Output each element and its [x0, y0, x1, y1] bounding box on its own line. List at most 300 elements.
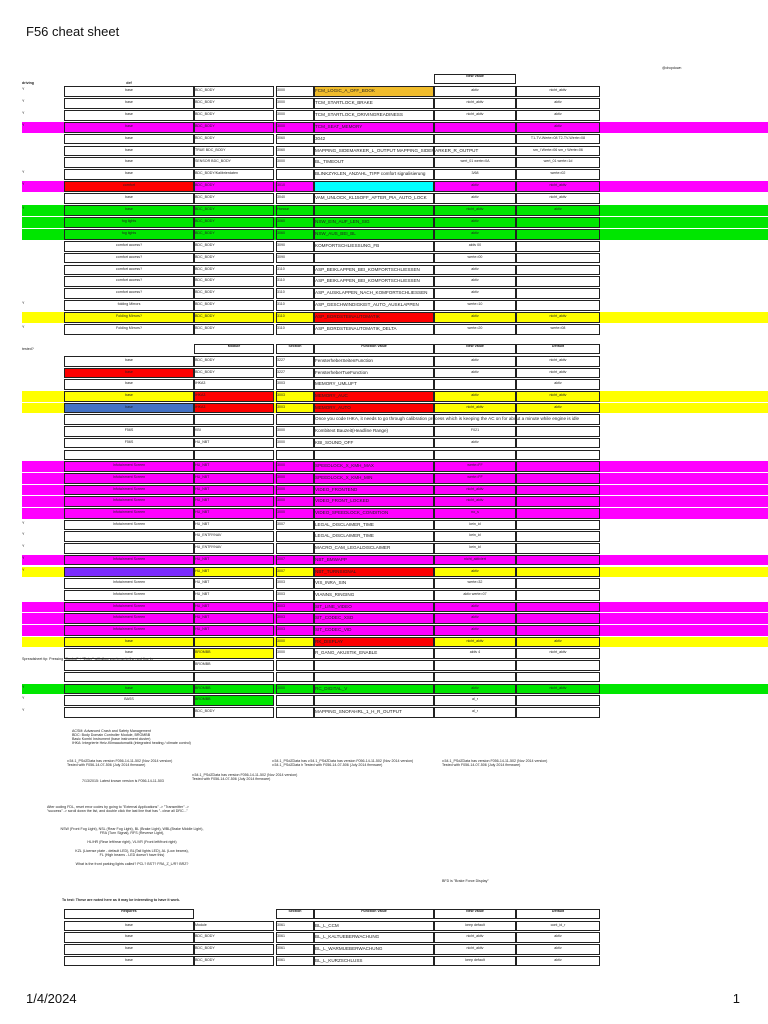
- second-cell-c4: [276, 414, 314, 425]
- note-bfd: BFD is "Brake Force Display": [442, 878, 489, 883]
- second-cell-c1: [64, 414, 194, 425]
- second-cell-c4: [276, 695, 314, 706]
- second-cell-c4: 3227: [276, 368, 314, 379]
- second-cell-c3: BDC_BODY: [194, 707, 274, 718]
- main-cell-c6: aktiv: [434, 229, 516, 240]
- main-cell-c1: fog lights: [64, 229, 194, 240]
- second-cell-c1: BASS: [64, 695, 194, 706]
- second-cell-c4: 3007: [276, 567, 314, 578]
- second-cell-c0: [22, 625, 62, 636]
- second-cell-c7: [516, 520, 600, 531]
- main-cell-c5: BLINKZYKLEN_ANZAHL_TIPP comfort signalisierung: [314, 169, 434, 180]
- second-cell-c6: nicht_aktiv: [434, 403, 516, 414]
- second-cell-c4: [276, 672, 314, 683]
- test-cell-c1: base: [64, 921, 194, 932]
- second-cell-c0: [22, 438, 62, 449]
- main-cell-c0: [22, 265, 62, 276]
- main-cell-c1: comfort access?: [64, 253, 194, 264]
- main-cell-c7: [516, 253, 600, 264]
- second-cell-c1: F56S: [64, 426, 194, 437]
- main-cell-c3: BDC_BODY: [194, 98, 274, 109]
- second-cell-c7: [516, 567, 600, 578]
- second-cell-c0: [22, 426, 62, 437]
- test-cell-c0: [22, 944, 62, 955]
- main-cell-c6: nicht_aktiv: [434, 98, 516, 109]
- main-cell-c0: Y: [22, 110, 25, 115]
- main-cell-c5: NSW_EIN_AUF_LEN_SIG: [314, 217, 434, 228]
- spreadsheet-grid: [22, 62, 768, 962]
- second-cell-c0: [22, 461, 62, 472]
- note-version: Tested with F056-14-07-506 (July 2014 firmware): [192, 776, 271, 781]
- second-cell-c5: [314, 450, 434, 461]
- second-cell-c6: [434, 672, 516, 683]
- main-cell-c6: aktiv: [434, 312, 516, 323]
- main-cell-c1: base: [64, 86, 194, 97]
- second-cell-c6: [434, 450, 516, 461]
- main-cell-c3: SENSOR BDC_BODY: [194, 157, 274, 168]
- main-cell-c4: 3110: [276, 300, 314, 311]
- main-cell-c6: aktiv 00: [434, 241, 516, 252]
- main-cell-c1: comfort access?: [64, 265, 194, 276]
- main-cell-c7: nicht_aktiv: [516, 181, 600, 192]
- main-cell-c4: 3010: [276, 181, 314, 192]
- test-cell-c0: [22, 932, 62, 943]
- second-cell-c5: RK_DISPLAY: [314, 637, 434, 648]
- main-cell-c3: BDC_BODY: [194, 205, 274, 216]
- second-cell-c1: Infotainment Screen: [64, 520, 194, 531]
- main-cell-c6: 3/68: [434, 169, 516, 180]
- main-cell-c4: 3110: [276, 276, 314, 287]
- main-cell-c4: 3000: [276, 98, 314, 109]
- note-version: v.54.1_PSdZData has version F056-14-11-502 (Nov 2014 version): [67, 758, 173, 763]
- test-cell-c7: aktiv: [516, 956, 600, 967]
- second-cell-c4: [276, 707, 314, 718]
- second-cell-c7: [516, 602, 600, 613]
- main-cell-c7: T1-TV-Werte=08 T2-TV-Werte=08: [516, 134, 600, 145]
- test-cell-c3: BDC_BODY: [194, 956, 274, 967]
- second-cell-c1: Infotainment Screen: [64, 555, 194, 566]
- test-cell-c5: BL_L_WARMUEBERWACHUNG: [314, 944, 434, 955]
- second-cell-c5: R_GANG_AKUSTIK_ENABLE: [314, 648, 434, 659]
- main-cell-c1: base: [64, 146, 194, 157]
- second-cell-c1: Infotainment Screen: [64, 578, 194, 589]
- main-cell-c3: BDC_BODY: [194, 324, 274, 335]
- main-cell-c1: folding Mirrors: [64, 300, 194, 311]
- second-cell-c7: [516, 461, 600, 472]
- second-cell-c4: [276, 660, 314, 671]
- second-cell-c5: FensterheberTueFunction: [314, 368, 434, 379]
- main-cell-c1: base: [64, 193, 194, 204]
- main-cell-c6: werte=00: [434, 253, 516, 264]
- test-header-section: Section: [276, 909, 314, 919]
- header-tested: tested?: [22, 346, 34, 351]
- main-cell-c3: BDC_BODY: [194, 300, 274, 311]
- main-cell-c6: [434, 122, 516, 133]
- header-new-value-2: New Value: [434, 344, 516, 354]
- second-cell-c1: [64, 531, 194, 542]
- main-cell-c4: 3110: [276, 288, 314, 299]
- second-cell-c6: aktiv: [434, 567, 516, 578]
- second-cell-c0: Y: [22, 567, 25, 572]
- second-cell-c7: nicht_aktiv: [516, 648, 600, 659]
- second-cell-c3: HU_NBT: [194, 461, 274, 472]
- note-fdl-reset: After coding FDL, reset error codes by going to "External Applications" -> "Transmitter" -> "success" -> scroll down the list, and double click the last line that has "- clear all DRC...": [47, 804, 189, 813]
- main-cell-c5: TCM_STARTLOCK_BRAKE: [314, 98, 434, 109]
- second-cell-c4: 3003: [276, 391, 314, 402]
- second-cell-c5: MACRO_CAM_LEGALDISCLAIMER: [314, 543, 434, 554]
- second-cell-c0: Y: [22, 532, 25, 537]
- main-cell-c1: base: [64, 169, 194, 180]
- second-cell-c3: HU_NBT: [194, 520, 274, 531]
- second-cell-c0: Y: [22, 707, 25, 712]
- second-cell-c1: base: [64, 391, 194, 402]
- second-cell-c6: al_r: [434, 707, 516, 718]
- test-cell-c0: [22, 921, 62, 932]
- main-cell-c0: [22, 241, 62, 252]
- second-cell-c6: aktiv: [434, 625, 516, 636]
- second-cell-c7: aktiv: [516, 637, 600, 648]
- main-cell-c6: werte=10: [434, 300, 516, 311]
- test-cell-c4: 3061: [276, 944, 314, 955]
- main-cell-c0: [22, 276, 62, 287]
- header-driving: driving: [22, 81, 34, 85]
- main-cell-c4: 3060: [276, 217, 314, 228]
- main-cell-c3: BDC_BODY: [194, 181, 274, 192]
- second-cell-c3: [194, 637, 274, 648]
- note-spreadsheet-tip: Spreadsheet tip: Pressing "Control" + "Enter" will allow you to go to the next line in: [22, 657, 153, 661]
- main-cell-c1: Folding Mirrors?: [64, 312, 194, 323]
- second-cell-c4: 3003: [276, 625, 314, 636]
- second-cell-c7: nicht_aktiv: [516, 356, 600, 367]
- second-cell-c3: IHKA3: [194, 379, 274, 390]
- note-version: 7/13/2015: Latest known version is F056-14-11-503: [82, 778, 164, 783]
- second-cell-c5: [314, 672, 434, 683]
- second-cell-c1: base: [64, 648, 194, 659]
- second-cell-c1: [64, 450, 194, 461]
- second-cell-c3: BROMBB: [194, 660, 274, 671]
- second-cell-c0: [22, 414, 62, 425]
- second-cell-c3: IHKA3: [194, 391, 274, 402]
- main-cell-c1: Folding Mirrors?: [64, 324, 194, 335]
- main-cell-c6: aktiv: [434, 193, 516, 204]
- main-cell-c0: [22, 134, 62, 145]
- second-cell-c1: [64, 672, 194, 683]
- second-cell-c6: nicht_aktiv: [434, 496, 516, 507]
- main-cell-c0: Y: [22, 170, 25, 175]
- second-cell-c1: base: [64, 368, 194, 379]
- second-cell-c5: LEGAL_DISCLAIMER_TIME: [314, 531, 434, 542]
- main-cell-c4: 3090: [276, 241, 314, 252]
- main-cell-c5: BL_TIMEOUT: [314, 157, 434, 168]
- header-new-value: New Value: [434, 74, 516, 84]
- second-cell-c3: HU_NBT: [194, 473, 274, 484]
- second-cell-c5: MEMORY_UMLUFT: [314, 379, 434, 390]
- note-version: Tested with F056-14-07-506 (July 2014 firmware): [67, 762, 146, 767]
- main-cell-c6: aktiv: [434, 265, 516, 276]
- main-cell-c0: [22, 193, 62, 204]
- main-cell-c6: aktiv: [434, 217, 516, 228]
- main-cell-c3: BDC_BODY: [194, 86, 274, 97]
- second-cell-c5: VIDEO_FRONTEND: [314, 485, 434, 496]
- test-cell-c4: 3061: [276, 921, 314, 932]
- main-cell-c5: ASP_GESCHWINDIGKEIT_AUTO_AUSKLAPPEN: [314, 300, 434, 311]
- second-cell-c7: nicht_aktiv: [516, 368, 600, 379]
- second-cell-c7: [516, 613, 600, 624]
- main-cell-c3: BDC_BODY: [194, 253, 274, 264]
- main-cell-c0: [22, 253, 62, 264]
- test-cell-c5: BL_L_CCM: [314, 921, 434, 932]
- main-cell-c7: [516, 288, 600, 299]
- main-cell-c4: 3110: [276, 312, 314, 323]
- main-cell-c6: nicht_aktiv: [434, 110, 516, 121]
- second-cell-c6: [434, 414, 516, 425]
- main-cell-c0: Y: [22, 87, 25, 91]
- second-cell-c5: [314, 695, 434, 706]
- main-cell-c1: comfort access?: [64, 276, 194, 287]
- second-cell-c5: NBT_BMWAPP: [314, 555, 434, 566]
- main-cell-c5: ASP_BORDSTEINAUTOMATIK: [314, 312, 434, 323]
- second-cell-c1: Infotainment Screen: [64, 590, 194, 601]
- header-section: Section: [276, 344, 314, 354]
- main-cell-c6: aktiv: [434, 86, 516, 97]
- main-cell-c5: MAPPING_SIDEMARKER_L_OUTPUT MAPPING_SIDEMARKER_R_OUTPUT: [314, 146, 434, 157]
- second-cell-c0: [22, 403, 62, 414]
- second-cell-c4: 3003: [276, 578, 314, 589]
- test-cell-c6: keep default: [434, 921, 516, 932]
- main-cell-c4: 3040: [276, 193, 314, 204]
- second-cell-c3: [194, 450, 274, 461]
- second-cell-c5: SPEEDLOCK_X_KMH_MIN: [314, 473, 434, 484]
- second-cell-c7: [516, 496, 600, 507]
- second-cell-c3: HU_NBT: [194, 625, 274, 636]
- main-cell-c4: 3000: [276, 122, 314, 133]
- second-cell-c3: HU_NBT: [194, 567, 274, 578]
- test-cell-c4: 3061: [276, 956, 314, 967]
- main-cell-c5: 3042: [314, 134, 434, 145]
- main-cell-c7: [516, 241, 600, 252]
- test-section-title: To test: These are noted here as it may be interesting to have it work.: [62, 897, 180, 902]
- second-cell-c1: base: [64, 403, 194, 414]
- second-cell-c7: [516, 555, 600, 566]
- second-cell-c4: 3000: [276, 485, 314, 496]
- main-cell-c7: nicht_aktiv: [516, 312, 600, 323]
- second-cell-c1: base: [64, 379, 194, 390]
- test-header-function-value: Function Value: [314, 909, 434, 919]
- test-cell-c3: BDC_BODY: [194, 932, 274, 943]
- second-cell-c3: HU_NBT: [194, 555, 274, 566]
- test-header-new-value: New Value: [434, 909, 516, 919]
- main-cell-c4: 3060: [276, 134, 314, 145]
- test-cell-c4: 3061: [276, 932, 314, 943]
- main-cell-c5: ASP_BEIKLAPPEN_BEI_KOMFORTSCHLIESSEN: [314, 265, 434, 276]
- main-cell-c4: Honour: [276, 205, 314, 216]
- second-cell-c7: [516, 485, 600, 496]
- second-cell-c7: nicht_aktiv: [516, 391, 600, 402]
- second-cell-c4: 3000: [276, 496, 314, 507]
- second-cell-c0: [22, 613, 62, 624]
- main-cell-c7: aktiv: [516, 122, 600, 133]
- second-cell-c6: aktiv: [434, 368, 516, 379]
- main-cell-c6: werte=20: [434, 324, 516, 335]
- main-cell-c3: BDC_BODY: [194, 229, 274, 240]
- second-cell-c1: Infotainment Screen: [64, 485, 194, 496]
- header-default: Default: [516, 344, 600, 354]
- second-cell-c0: Y: [22, 684, 25, 689]
- second-cell-c0: [22, 485, 62, 496]
- main-cell-c3: BDC_BODY/Kalibrierdaten: [194, 169, 274, 180]
- main-cell-c4: 3110: [276, 324, 314, 335]
- note-abbreviations: ACSM: Advanced Crash and Safety Management BDC: Body Domain Controller Module, BROMBB Basic Kombi Instrument (base instrument cluster) IHKA: Integrierte Heiz-Klimaautomatik (integrated heating / climate control): [72, 728, 191, 745]
- main-cell-c3: BDC_BODY: [194, 134, 274, 145]
- second-cell-c4: 3000: [276, 426, 314, 437]
- second-cell-c6: aktiv: [434, 438, 516, 449]
- main-cell-c0: Y: [22, 98, 25, 103]
- second-cell-c0: [22, 508, 62, 519]
- test-cell-c5: BL_L_KALTUEBERWACHUNG: [314, 932, 434, 943]
- second-cell-c0: [22, 356, 62, 367]
- main-cell-c5: ASP_BEIKLAPPEN_BEI_KOMFORTSCHLIESSEN: [314, 276, 434, 287]
- second-cell-c7: [516, 660, 600, 671]
- main-cell-c0: [22, 146, 62, 157]
- main-cell-c7: [516, 265, 600, 276]
- second-cell-c1: Infotainment Screen: [64, 625, 194, 636]
- header-module: Module: [194, 344, 274, 354]
- second-cell-c1: [64, 567, 194, 578]
- second-cell-c7: [516, 426, 600, 437]
- main-cell-c1: base: [64, 134, 194, 145]
- test-cell-c1: base: [64, 956, 194, 967]
- main-cell-c0: [22, 288, 62, 299]
- second-cell-c7: nicht_aktiv: [516, 684, 600, 695]
- second-cell-c4: 3227: [276, 356, 314, 367]
- second-cell-c1: base: [64, 684, 194, 695]
- second-cell-c3: HU_ENTRYNAV: [194, 543, 274, 554]
- test-header-default: Default: [516, 909, 600, 919]
- page-title: F56 cheat sheet: [26, 24, 120, 39]
- second-cell-c3: HU_NBT: [194, 613, 274, 624]
- main-cell-c3: BDC_BODY: [194, 312, 274, 323]
- second-cell-c4: 3000: [276, 637, 314, 648]
- second-cell-c4: 3000: [276, 684, 314, 695]
- second-cell-c3: BDC_BODY: [194, 368, 274, 379]
- main-cell-c7: aktiv: [516, 110, 600, 121]
- main-cell-c6: aktiv: [434, 276, 516, 287]
- main-cell-c5: VAM_UNLOCK_KL15OFF_AFTER_PIA_AUTO_LOCK: [314, 193, 434, 204]
- footer-page-number: 1: [732, 991, 740, 1006]
- second-cell-c0: [22, 473, 62, 484]
- second-cell-c6: F021: [434, 426, 516, 437]
- second-cell-c4: [276, 450, 314, 461]
- second-cell-c6: kein_id: [434, 531, 516, 542]
- second-cell-c6: [434, 379, 516, 390]
- second-cell-c0: [22, 672, 62, 683]
- second-cell-c7: [516, 590, 600, 601]
- second-cell-c0: Y: [22, 520, 25, 525]
- second-cell-c7: [516, 707, 600, 718]
- main-cell-c6: [434, 146, 516, 157]
- second-cell-c1: Infotainment Screen: [64, 461, 194, 472]
- second-cell-c6: aktiv: [434, 684, 516, 695]
- main-cell-c5: KOMFORTSCHLIESSUNG_FB: [314, 241, 434, 252]
- test-cell-c7: aktiv: [516, 932, 600, 943]
- main-cell-c0: Y: [22, 206, 25, 210]
- second-cell-c5: SIT_LINE_VIDEO: [314, 602, 434, 613]
- second-cell-c3: HU_NBT: [194, 485, 274, 496]
- test-cell-c7: aktiv: [516, 944, 600, 955]
- test-cell-c6: keep default: [434, 956, 516, 967]
- main-cell-c4: 3000: [276, 157, 314, 168]
- note-version: v.54.1_PSdZData has version F056-14-11-502 (Nov 2014 version): [192, 772, 298, 777]
- second-cell-c4: 3000: [276, 461, 314, 472]
- header-function-value: Function Value: [314, 344, 434, 354]
- main-cell-c7: [516, 229, 600, 240]
- second-cell-c1: base: [64, 356, 194, 367]
- test-cell-c7: cont_id_r: [516, 921, 600, 932]
- second-cell-c3: HU_NBT: [194, 590, 274, 601]
- main-cell-c1: base: [64, 98, 194, 109]
- note-version: v.54.1_PSdZData h Tested with F056-14-07-506 (July 2014 firmware): [272, 762, 383, 767]
- note-version: v.54.1_PSdZData has version F056-14-11-502 (Nov 2014 version): [442, 758, 548, 763]
- second-cell-c5: SPEEDLOCK_X_KMH_MAX: [314, 461, 434, 472]
- main-cell-c0: Y: [22, 122, 25, 127]
- main-cell-c5: NSW_AUS_BEI_BL: [314, 229, 434, 240]
- second-cell-c1: Infotainment Screen: [64, 496, 194, 507]
- second-cell-c5: LEGAL_DISCLAIMER_TIME: [314, 520, 434, 531]
- second-cell-c1: F56S: [64, 438, 194, 449]
- main-cell-c4: 3060: [276, 229, 314, 240]
- second-cell-c7: [516, 543, 600, 554]
- second-cell-c3: HU_ENTRYNAV: [194, 531, 274, 542]
- second-cell-c3: HU_NBT: [194, 602, 274, 613]
- test-cell-c3: Module: [194, 921, 274, 932]
- second-cell-c0: [22, 391, 62, 402]
- main-cell-c6: nicht_aktiv: [434, 205, 516, 216]
- second-cell-c4: 3003: [276, 613, 314, 624]
- second-cell-c3: BDC_BODY: [194, 356, 274, 367]
- second-cell-c6: werte=FF: [434, 473, 516, 484]
- main-cell-c7: [516, 276, 600, 287]
- main-cell-c1: comfort access?: [64, 241, 194, 252]
- note-version: v.54.1_PSdZData has v.54.1_PSdZData has version F056-14-11-502 (Nov 2014 version): [272, 758, 414, 763]
- second-cell-c5: VIDEO_FRONT_LOCKED: [314, 496, 434, 507]
- main-cell-c4: 3110: [276, 265, 314, 276]
- second-cell-c0: [22, 368, 62, 379]
- second-cell-c4: 3003: [276, 403, 314, 414]
- second-cell-c6: al_r: [434, 695, 516, 706]
- second-cell-c0: [22, 578, 62, 589]
- second-cell-c7: aktiv: [516, 379, 600, 390]
- main-cell-c3: BDC_BODY: [194, 217, 274, 228]
- main-cell-c7: werte=02: [516, 169, 600, 180]
- second-cell-c6: werte=FF: [434, 461, 516, 472]
- second-cell-c0: [22, 496, 62, 507]
- second-cell-c3: HU_NBT: [194, 578, 274, 589]
- main-cell-c3: BDC_BODY: [194, 288, 274, 299]
- second-cell-c3: BROMBB: [194, 648, 274, 659]
- second-cell-c7: [516, 578, 600, 589]
- test-cell-c1: base: [64, 932, 194, 943]
- main-cell-c3: BDC_BODY: [194, 193, 274, 204]
- second-cell-c5: RC_DIGITAL_V: [314, 684, 434, 695]
- second-cell-c3: BROMBB: [194, 684, 274, 695]
- second-cell-c5: MEMORY_AUTO: [314, 403, 434, 414]
- second-cell-c5: MAPPING_SNOFAHRL_1_H_R_OUTPUT: [314, 707, 434, 718]
- main-cell-c1: fog lights: [64, 217, 194, 228]
- main-cell-c7: nicht_aktiv: [516, 86, 600, 97]
- second-cell-c3: BROMBB: [194, 695, 274, 706]
- main-cell-c7: werte=08: [516, 324, 600, 335]
- second-cell-c0: Y: [22, 544, 25, 549]
